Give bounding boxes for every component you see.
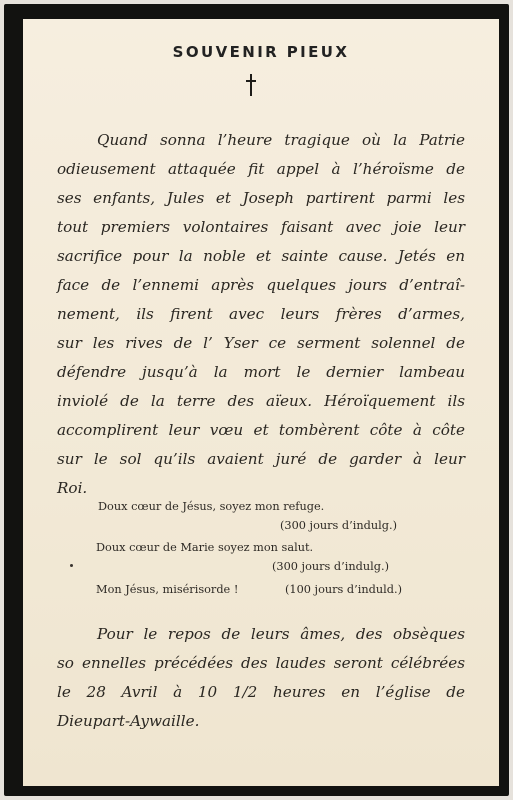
- text-line: sacrifice pour la noble et sainte cause. Jetés en: [57, 247, 465, 265]
- text-line: face de l’ennemi après quelques jours d’entraî-: [57, 276, 465, 294]
- text-line: inviolé de la terre des aïeux. Héroïquement ils: [57, 392, 465, 410]
- text-line: so ennelles précédées des laudes seront célébrées: [57, 654, 465, 672]
- text-line: nement, ils firent avec leurs frères d’armes,: [57, 305, 465, 323]
- indulgence-note: (100 jours d’induld.): [285, 583, 402, 596]
- indulgence-note: (300 jours d’indulg.): [272, 560, 389, 573]
- prayer-text: Mon Jésus, misérisorde !: [96, 583, 239, 596]
- text-line: sur les rives de l’ Yser ce serment solennel de: [57, 334, 465, 352]
- prayer-text: Doux cœur de Marie soyez mon salut.: [96, 541, 314, 554]
- card-paper: [23, 19, 499, 786]
- black-mourning-border: [4, 4, 509, 796]
- text-line: ses enfants, Jules et Joseph partirent parmi les: [57, 189, 465, 207]
- indulgence-note: (300 jours d’indulg.): [280, 519, 397, 532]
- text-line: odieusement attaquée fit appel à l’héroïsme de: [57, 160, 465, 178]
- ink-speck: [70, 564, 73, 567]
- prayer-text: Doux cœur de Jésus, soyez mon refuge.: [98, 500, 325, 513]
- funeral-paragraph: [57, 620, 465, 736]
- text-line: Dieupart-Aywaille.: [57, 712, 200, 730]
- text-line: accomplirent leur vœu et tombèrent côte à côte: [57, 421, 465, 439]
- cross-icon: [245, 73, 257, 97]
- text-line: le 28 Avril à 10 1/2 heures en l’église de: [57, 683, 465, 701]
- text-line: tout premiers volontaires faisant avec joie leur: [57, 218, 465, 236]
- memorial-paragraph: [57, 126, 465, 503]
- text-line: défendre jusqu’à la mort le dernier lambeau: [57, 363, 465, 381]
- text-line: sur le sol qu’ils avaient juré de garder à leur: [57, 450, 465, 468]
- text-line: Pour le repos de leurs âmes, des obsèques: [97, 625, 465, 643]
- text-line: Quand sonna l’heure tragique où la Patrie: [97, 131, 465, 149]
- text-line: Roi.: [57, 479, 88, 497]
- card-title: SOUVENIR PIEUX: [172, 43, 350, 61]
